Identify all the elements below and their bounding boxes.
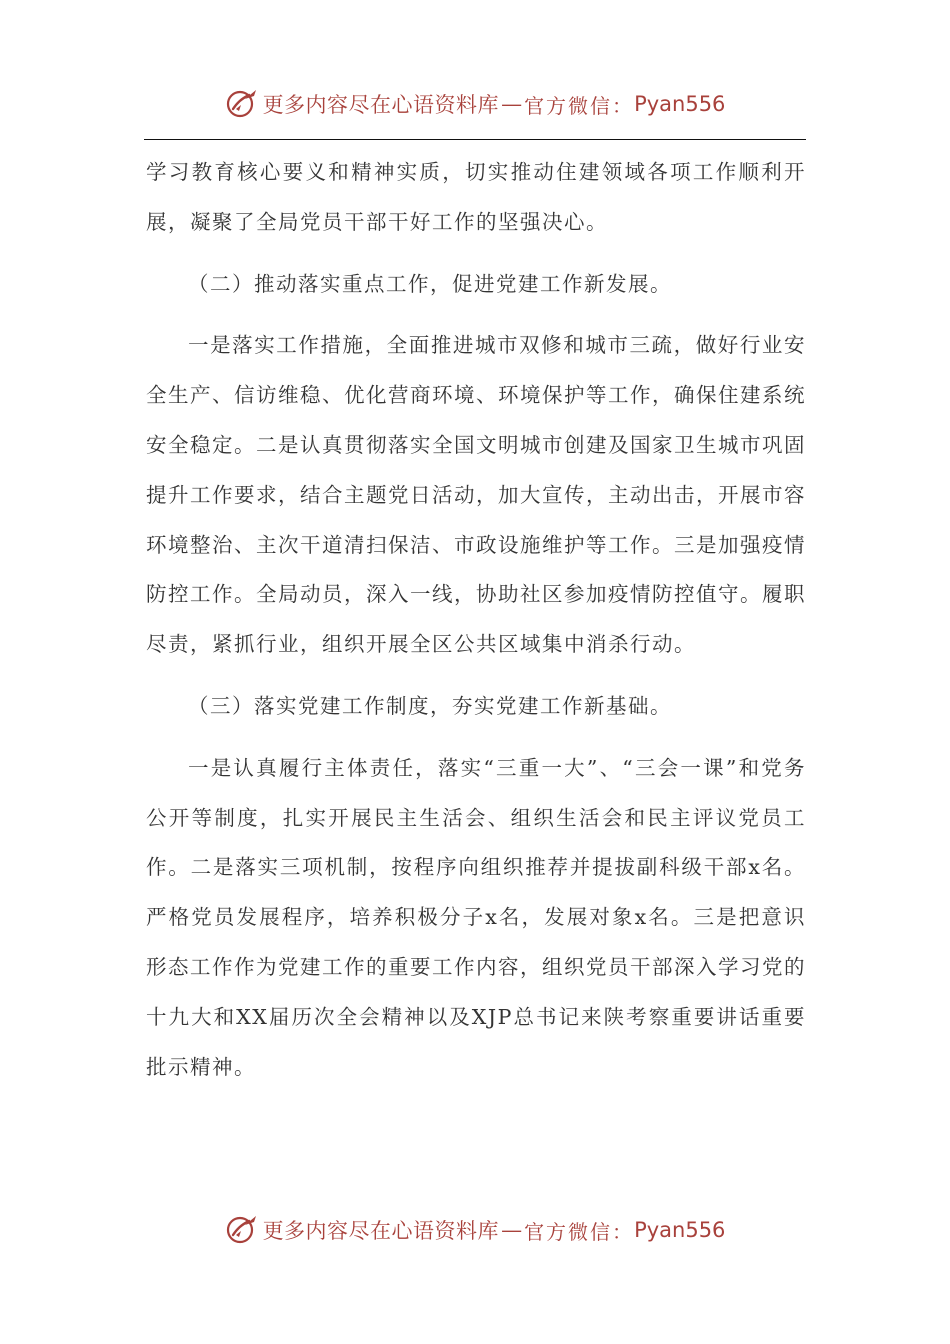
document-body bbox=[146, 148, 806, 1092]
header-brand bbox=[225, 87, 726, 121]
section-heading-2: （二）推动落实重点工作，促进党建工作新发展。 bbox=[188, 271, 672, 296]
header-wechat-label: 官方微信： bbox=[524, 93, 635, 118]
footer-title: 更多内容尽在心语资料库 bbox=[262, 1219, 500, 1243]
footer-wechat-label: 官方微信： bbox=[524, 1219, 635, 1244]
page-footer bbox=[0, 1210, 950, 1250]
section-heading-3: （三）落实党建工作制度，夯实党建工作新基础。 bbox=[188, 693, 672, 718]
pen-logo-icon bbox=[225, 1213, 259, 1247]
footer-wechat-id: Pyan556 bbox=[634, 1218, 726, 1242]
footer-separator: — bbox=[501, 1218, 523, 1242]
header-wechat-id: Pyan556 bbox=[634, 92, 726, 116]
paragraph-measures: 一是落实工作措施，全面推进城市双修和城市三疏，做好行业安全生产、信访维稳、优化营商环境、环境保护等工作，确保住建系统安全稳定。二是认真贯彻落实全国文明城市创建及国家卫生城市巩固提升工作要求，结合主题党日活动，加大宣传，主动出击，开展市容环境整治、主次干道清扫保洁、市政设施维护等工作。三是加强疫情防控工作。全局动员，深入一线，协助社区参加疫情防控值守。履职尽责，紧抓行业，组织开展全区公共区域集中消杀行动。 bbox=[146, 333, 806, 657]
header-title: 更多内容尽在心语资料库 bbox=[262, 93, 500, 117]
header-separator: — bbox=[501, 92, 523, 116]
page-header bbox=[0, 84, 950, 124]
header-divider bbox=[144, 139, 806, 140]
footer-brand bbox=[225, 1213, 726, 1247]
paragraph-system: 一是认真履行主体责任，落实“三重一大”、“三会一课”和党务公开等制度，扎实开展民主生活会、组织生活会和民主评议党员工作。二是落实三项机制，按程序向组织推荐并提拔副科级干部x名。严格党员发展程序，培养积极分子x名，发展对象x名。三是把意识形态工作作为党建工作的重要工作内容，组织党员干部深入学习党的十九大和XX届历次全会精神以及XJP总书记来陕考察重要讲话重要批示精神。 bbox=[146, 755, 806, 1079]
pen-logo-icon bbox=[225, 87, 259, 121]
paragraph-continued: 学习教育核心要义和精神实质，切实推动住建领域各项工作顺利开展，凝聚了全局党员干部干好工作的坚强决心。 bbox=[146, 160, 806, 234]
